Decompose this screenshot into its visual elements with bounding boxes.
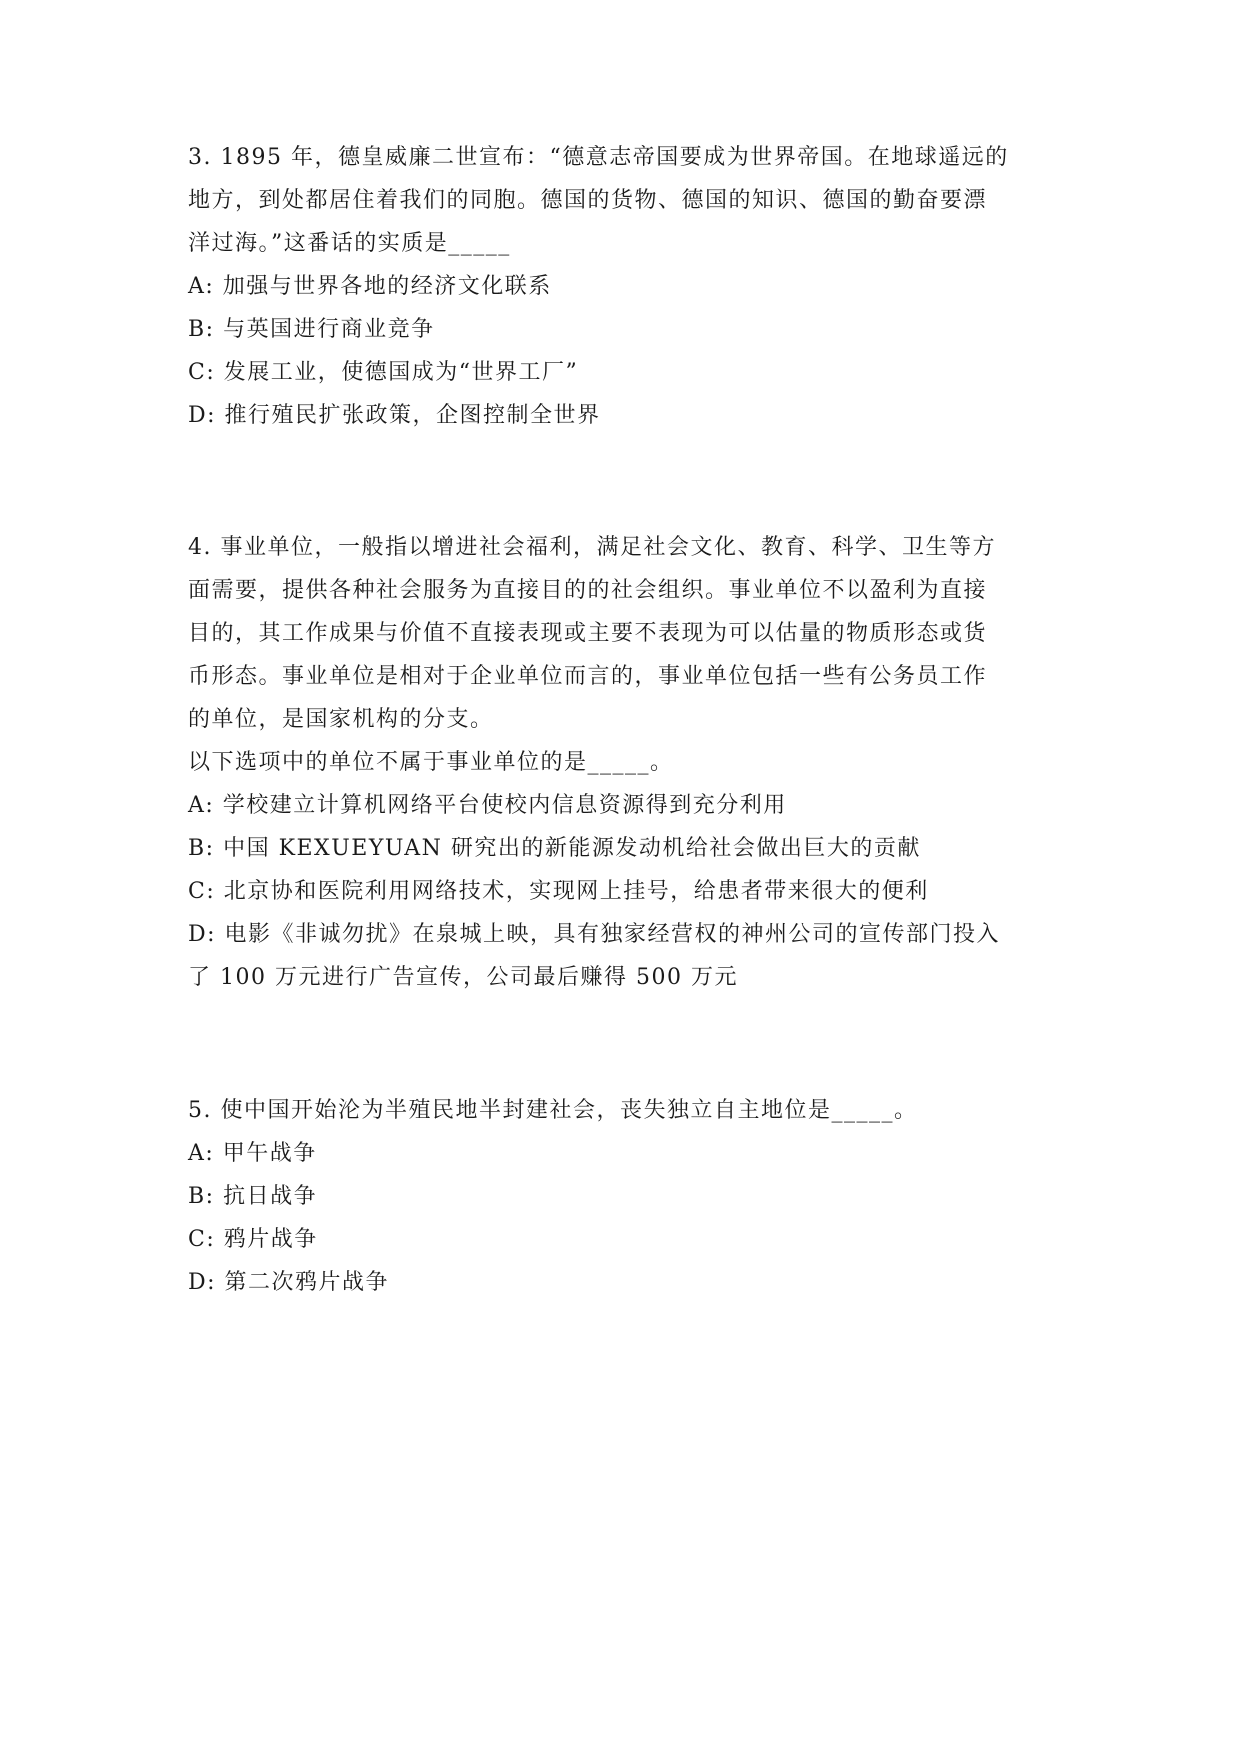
question-4-stem-line-6: 以下选项中的单位不属于事业单位的是_____。 [188,750,674,775]
question-5-stem-line-1: 5. 使中国开始沦为半殖民地半封建社会，丧失独立自主地位是_____。 [188,1098,918,1123]
question-4-stem-line-1: 4. 事业单位，一般指以增进社会福利，满足社会文化、教育、科学、卫生等方 [188,535,996,560]
question-4-option-d-line-1: D: 电影《非诚勿扰》在泉城上映，具有独家经营权的神州公司的宣传部门投入 [188,922,1001,947]
question-4-option-d-line-2: 了 100 万元进行广告宣传，公司最后赚得 500 万元 [188,965,738,990]
question-5-option-b: B: 抗日战争 [188,1184,318,1209]
question-5-option-d: D: 第二次鸦片战争 [188,1270,390,1295]
question-4-option-c: C: 北京协和医院利用网络技术，实现网上挂号，给患者带来很大的便利 [188,879,929,904]
question-3-option-b: B: 与英国进行商业竞争 [188,317,435,342]
question-5-option-a: A: 甲午战争 [188,1141,317,1166]
question-4-option-a: A: 学校建立计算机网络平台使校内信息资源得到充分利用 [188,793,787,818]
question-5-option-c: C: 鸦片战争 [188,1227,318,1252]
question-4-stem-line-5: 的单位，是国家机构的分支。 [188,707,494,732]
question-3-stem-line-2: 地方，到处都居住着我们的同胞。德国的货物、德国的知识、德国的勤奋要漂 [188,188,988,213]
question-4-stem-line-4: 币形态。事业单位是相对于企业单位而言的，事业单位包括一些有公务员工作 [188,664,988,689]
question-3-stem-line-1: 3. 1895 年，德皇威廉二世宣布：“德意志帝国要成为世界帝国。在地球遥远的 [188,145,1009,170]
question-4-stem-line-2: 面需要，提供各种社会服务为直接目的的社会组织。事业单位不以盈利为直接 [188,578,988,603]
question-3-option-a: A: 加强与世界各地的经济文化联系 [188,274,552,299]
question-4-option-b: B: 中国 KEXUEYUAN 研究出的新能源发动机给社会做出巨大的贡献 [188,836,921,861]
question-3-option-c: C: 发展工业，使德国成为“世界工厂” [188,360,579,385]
question-4-stem-line-3: 目的，其工作成果与价值不直接表现或主要不表现为可以估量的物质形态或货 [188,621,988,646]
question-3-option-d: D: 推行殖民扩张政策，企图控制全世界 [188,403,601,428]
question-3-stem-line-3: 洋过海。”这番话的实质是_____ [188,231,511,256]
